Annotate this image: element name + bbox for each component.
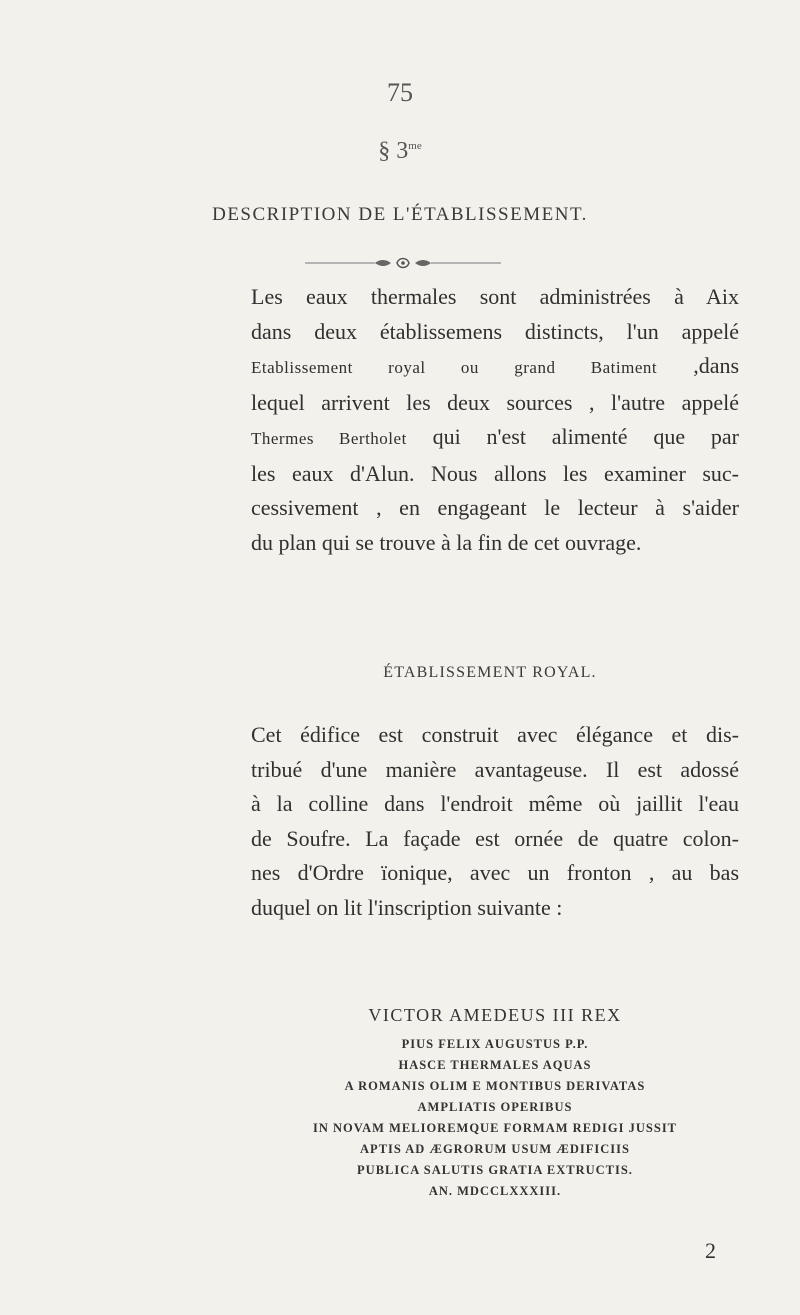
latin-inscription — [251, 1000, 739, 1202]
text-line: Cet édifice est construit avec élégance et dis- — [251, 722, 739, 747]
section-mark — [0, 138, 800, 165]
printer-signature-mark: 2 — [705, 1238, 716, 1263]
text-line: à la colline dans l'endroit même où jaillit l'eau — [251, 791, 739, 816]
thermes-name: Thermes Bertholet — [251, 429, 407, 448]
text-line: cessivement , en engageant le lecteur à s'aider — [251, 495, 739, 520]
decorative-rule-icon — [305, 255, 501, 271]
text-line: lequel arrivent les deux sources , l'autre appelé — [251, 389, 739, 415]
inscription-line: AMPLIATIS OPERIBUS — [417, 1100, 573, 1114]
text-line: tribué d'une manière avantageuse. Il est adossé — [251, 756, 739, 782]
inscription-line: PUBLICA SALUTIS GRATIA EXTRUCTIS. — [357, 1163, 633, 1177]
text-line: nes d'Ordre ïonique, avec un fronton , au bas — [251, 860, 739, 885]
text-line: de Soufre. La façade est ornée de quatre colon- — [251, 825, 739, 851]
text-fragment: qui n'est alimenté que par — [432, 424, 739, 449]
establishment-name: Etablissement royal ou grand Batiment — [251, 358, 658, 377]
inscription-line: VICTOR AMEDEUS III REX — [368, 1005, 622, 1025]
inscription-line: PIUS FELIX AUGUSTUS P.P. — [401, 1037, 589, 1051]
text-line — [251, 420, 739, 457]
inscription-line: IN NOVAM MELIOREMQUE FORMAM REDIGI JUSSIT — [312, 1121, 678, 1135]
paragraph-royal — [251, 718, 739, 925]
inscription-line: HASCE THERMALES AQUAS — [398, 1058, 592, 1072]
section-number: § 3 — [378, 138, 409, 164]
paragraph-intro — [251, 280, 739, 560]
page-number: 75 — [387, 78, 413, 107]
text-line: les eaux d'Alun. Nous allons les examiner suc- — [251, 460, 739, 486]
text-line — [251, 349, 739, 386]
text-line: du plan qui se trouve à la fin de cet ouvrage. — [251, 529, 642, 555]
inscription-line: AN. MDCCLXXXIII. — [428, 1184, 562, 1198]
text-line: duquel on lit l'inscription suivante : — [251, 894, 563, 920]
chapter-heading: DESCRIPTION DE L'ÉTABLISSEMENT. — [212, 204, 588, 225]
section-subheading: ÉTABLISSEMENT ROYAL. — [383, 664, 597, 681]
section-suffix: me — [408, 140, 422, 152]
inscription-line: APTIS AD ÆGRORUM USUM ÆDIFICIIS — [360, 1142, 630, 1156]
text-line: dans deux établissemens distincts, l'un appelé — [251, 318, 739, 344]
text-line: Les eaux thermales sont administrées à Aix — [251, 284, 739, 309]
text-fragment: ,dans — [693, 353, 740, 378]
inscription-line: A ROMANIS OLIM E MONTIBUS DERIVATAS — [344, 1079, 646, 1093]
